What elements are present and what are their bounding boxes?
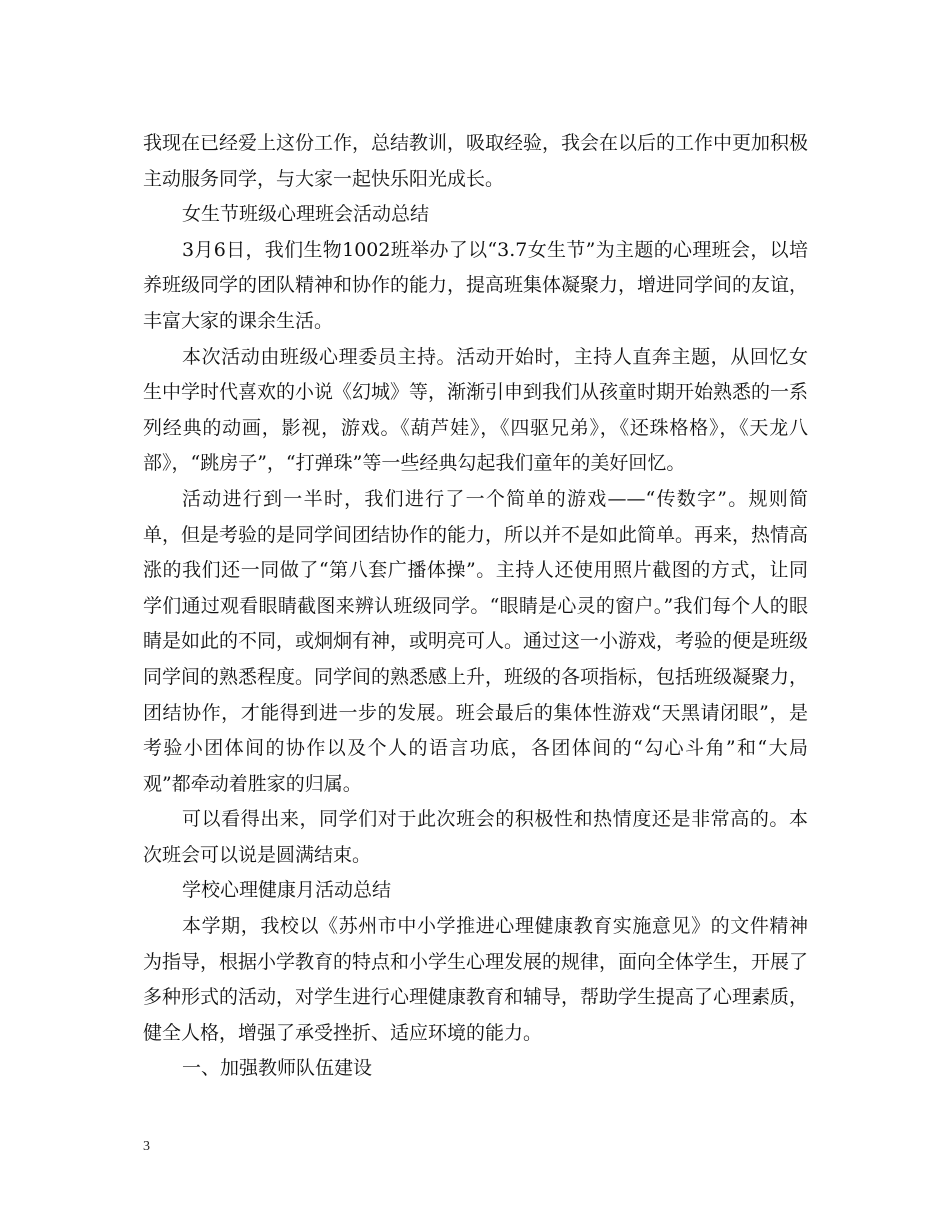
paragraph-closing-remark: 我现在已经爱上这份工作，总结教训，吸取经验，我会在以后的工作中更加积极主动服务同学，与大家一起快乐阳光成长。 <box>143 132 809 190</box>
paragraph-semester-overview: 本学期，我校以《苏州市中小学推进心理健康教育实施意见》的文件精神为指导，根据小学教育的特点和小学生心理发展的规律，面向全体学生，开展了多种形式的活动，对学生进行心理健康教育和辅导，帮助学生提高了心理素质，健全人格，增强了承受挫折、适应环境的能力。 <box>143 915 809 1044</box>
paragraph-games: 活动进行到一半时，我们进行了一个简单的游戏——“传数字”。规则简单，但是考验的是同学间团结协作的能力，所以并不是如此简单。再来，热情高涨的我们还一同做了“第八套广播体操”。主持人还使用照片截图的方式，让同学们通过观看眼睛截图来辨认班级同学。“眼睛是心灵的窗户。”我们每个人的眼睛是如此的不同，或炯炯有神，或明亮可人。通过这一小游戏，考验的便是班级同学间的熟悉程度。同学间的熟悉感上升，班级的各项指标，包括班级凝聚力，团结协作，才能得到进一步的发展。班会最后的集体性游戏“天黑请闭眼”，是考验小团体间的协作以及个人的语言功底，各团体间的“勾心斗角”和“大局观”都牵动着胜家的归属。 <box>143 487 809 795</box>
document-body <box>143 126 808 1087</box>
subheading-teacher-team: 一、加强教师队伍建设 <box>182 1057 373 1080</box>
section-title-mental-health-month: 学校心理健康月活动总结 <box>182 879 392 902</box>
paragraph-host-opening: 本次活动由班级心理委员主持。活动开始时，主持人直奔主题，从回忆女生中学时代喜欢的小说《幻城》等，渐渐引申到我们从孩童时期开始熟悉的一系列经典的动画，影视，游戏。《葫芦娃》，《四驱兄弟》，《还珠格格》，《天龙八部》，“跳房子”，“打弹珠”等一些经典勾起我们童年的美好回忆。 <box>143 345 809 475</box>
section-title-womens-day: 女生节班级心理班会活动总结 <box>182 203 430 226</box>
page-number: 3 <box>143 1139 150 1154</box>
paragraph-event-intro: 3月6日，我们生物1002班举办了以“3.7女生节”为主题的心理班会，以培养班级同学的团队精神和协作的能力，提高班集体凝聚力，增进同学间的友谊，丰富大家的课余生活。 <box>143 238 809 332</box>
paragraph-conclusion: 可以看得出来，同学们对于此次班会的积极性和热情度还是非常高的。本次班会可以说是圆满结束。 <box>143 808 808 866</box>
